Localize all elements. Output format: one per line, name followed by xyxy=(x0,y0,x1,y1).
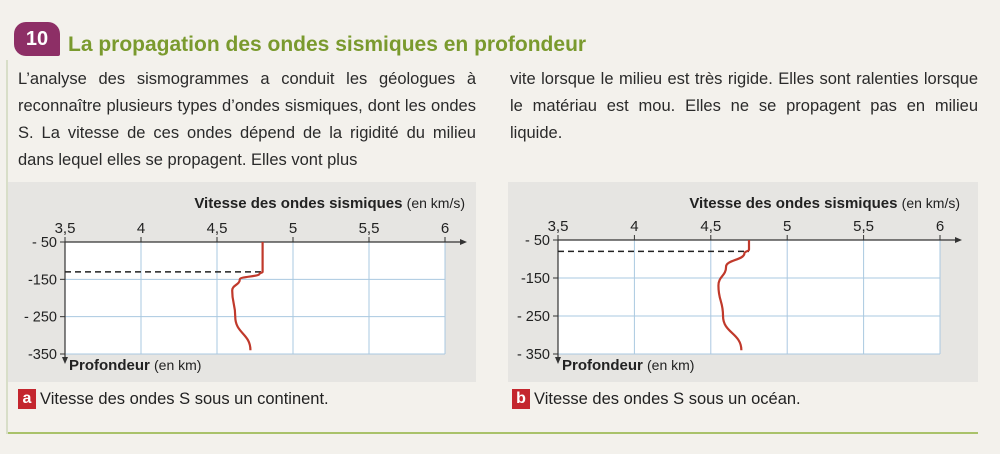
intro-text-col2: vite lorsque le milieu est très rigide. Elles sont ralenties lorsque le matériau est mou. Elles ne se propagent pas en milieu liquide. xyxy=(510,70,978,142)
caption-a-badge: a xyxy=(18,389,36,409)
x-tick-label: 4,5 xyxy=(206,220,228,237)
y-axis-arrow xyxy=(62,357,68,364)
chart-b xyxy=(508,182,978,382)
x-axis-title-unit: (en km/s) xyxy=(901,195,960,211)
y-tick-label: - 250 xyxy=(23,309,57,326)
x-axis-title-unit: (en km/s) xyxy=(406,195,465,211)
x-axis-title-main: Vitesse des ondes sismiques xyxy=(689,195,902,212)
caption-b-badge: b xyxy=(512,389,530,409)
y-tick-label: - 50 xyxy=(525,233,550,249)
x-axis-arrow xyxy=(955,237,962,243)
x-tick-label: 3,5 xyxy=(547,218,569,235)
y-axis-title xyxy=(562,357,694,374)
plot-area xyxy=(558,240,940,354)
page-title: La propagation des ondes sismiques en profondeur xyxy=(68,33,587,56)
x-tick-label: 5,5 xyxy=(853,218,875,235)
intro-text-col1: L’analyse des sismogrammes a conduit les géologues à reconnaître plusieurs types d’ondes sismiques, dont les ondes S. La vitesse de ces ondes dépend de la rigidité du milieu dans lequel elles se propagent. Elles vont plus xyxy=(18,70,476,169)
x-tick-label: 4,5 xyxy=(700,218,722,235)
caption-b xyxy=(512,389,801,409)
x-tick-label: 5 xyxy=(288,220,298,237)
x-tick-label: 5,5 xyxy=(358,220,380,237)
x-tick-label: 6 xyxy=(935,218,945,235)
exercise-number-badge: 10 xyxy=(14,22,60,56)
y-tick-label: - 250 xyxy=(516,309,550,325)
y-axis-title-main: Profondeur xyxy=(562,357,647,374)
chart-panel-b xyxy=(508,182,978,382)
chart-panel-a xyxy=(8,182,476,382)
y-axis-title-unit: (en km) xyxy=(647,357,695,373)
y-tick-label: - 350 xyxy=(516,347,550,363)
x-tick-label: 4 xyxy=(136,220,146,237)
x-axis-arrow xyxy=(460,239,467,245)
y-axis-title xyxy=(69,357,201,374)
caption-b-text: Vitesse des ondes S sous un océan. xyxy=(534,389,801,408)
x-tick-label: 4 xyxy=(630,218,639,235)
y-tick-label: - 50 xyxy=(32,235,57,251)
bottom-rule xyxy=(8,432,978,434)
plot-area xyxy=(65,242,445,354)
y-axis-title-main: Profondeur xyxy=(69,357,154,374)
y-axis-arrow xyxy=(555,357,561,364)
x-tick-label: 6 xyxy=(440,220,450,237)
x-tick-label: 3,5 xyxy=(54,220,76,237)
y-tick-label: -350 xyxy=(27,347,57,363)
x-tick-label: 5 xyxy=(783,218,792,235)
x-axis-title xyxy=(194,195,465,212)
caption-a-text: Vitesse des ondes S sous un continent. xyxy=(40,389,329,408)
caption-a xyxy=(18,389,329,409)
y-tick-label: -150 xyxy=(520,271,550,287)
y-axis-title-unit: (en km) xyxy=(154,357,202,373)
x-axis-title xyxy=(689,195,960,212)
x-axis-title-main: Vitesse des ondes sismiques xyxy=(194,195,407,212)
chart-a xyxy=(8,182,476,382)
y-tick-label: -150 xyxy=(27,272,57,289)
